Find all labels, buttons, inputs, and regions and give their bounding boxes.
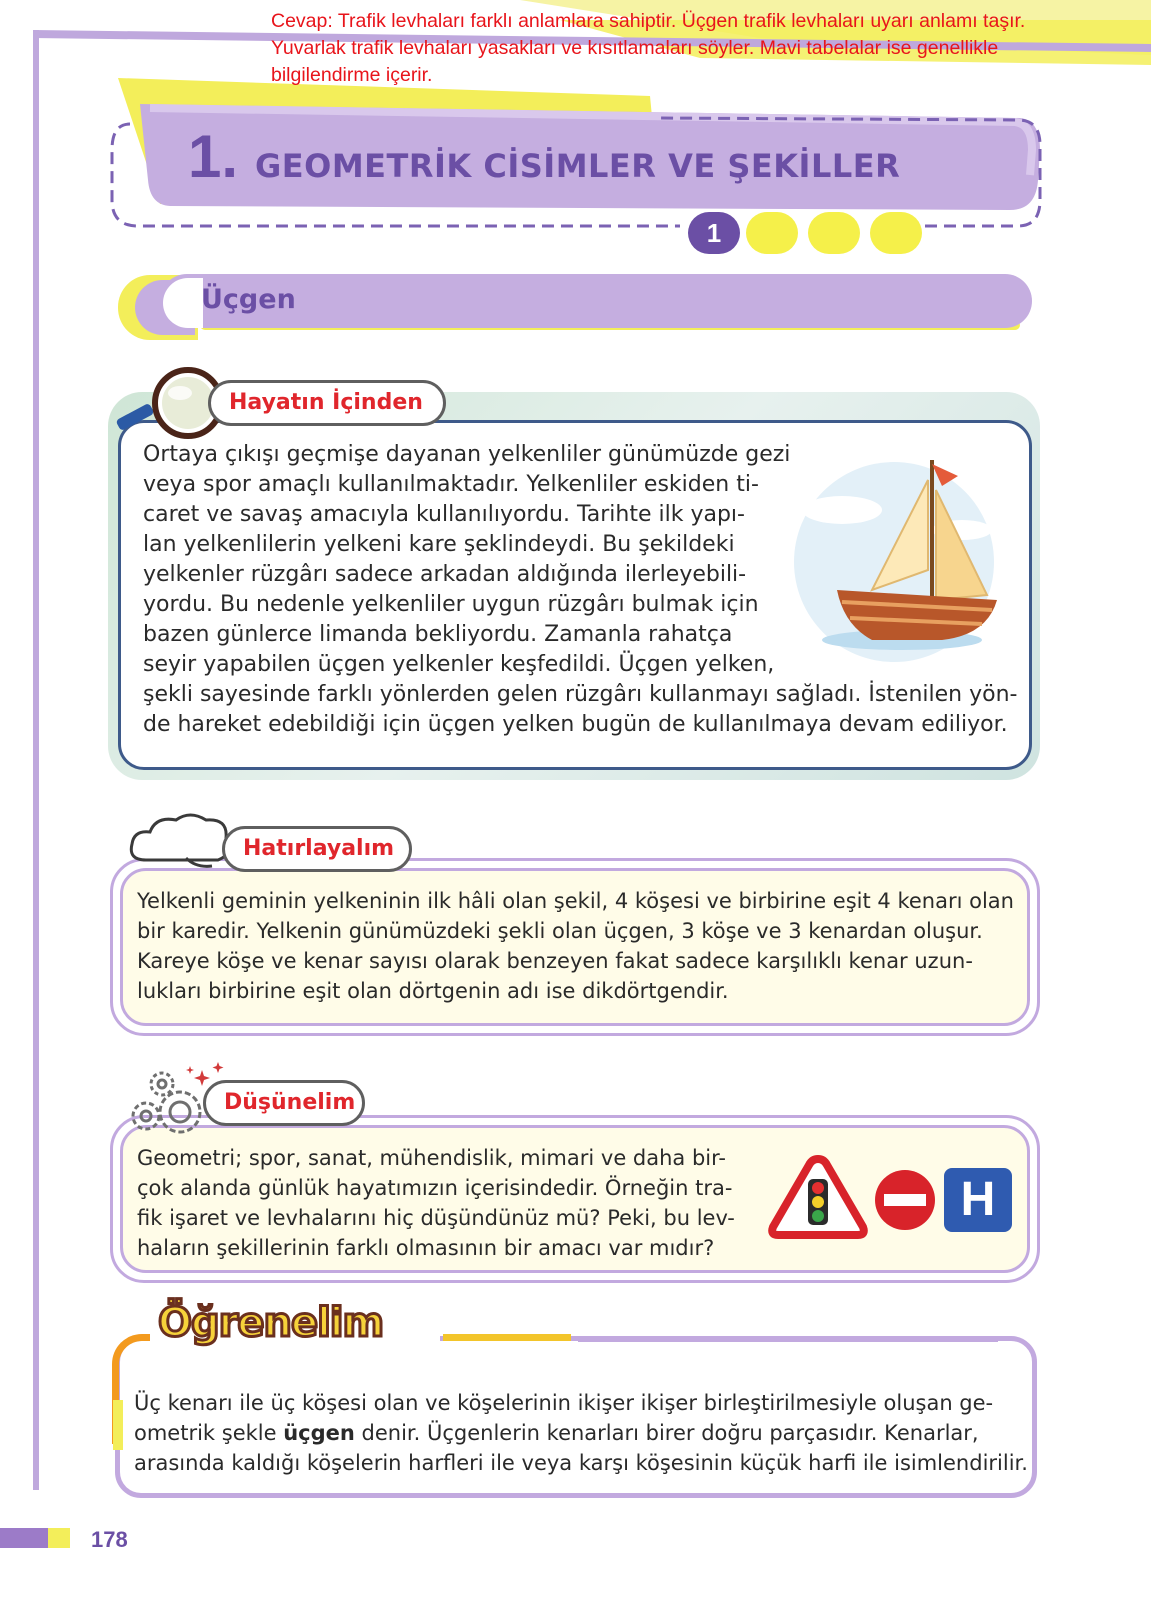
text-line: çok alanda günlük hayatımızın içerisindedir. Örneğin tra-	[137, 1176, 733, 1200]
text-line: Yelkenli geminin yelkeninin ilk hâli olan şekil, 4 köşesi ve birbirine eşit 4 kenarı olan	[137, 889, 1014, 913]
text-line: lan yelkenlilerin yelkeni kare şeklindeydi. Bu şekildeki	[143, 532, 735, 557]
text-line: fik işaret ve levhalarını hiç düşündünüz mü? Peki, bu lev-	[137, 1206, 735, 1230]
life-text	[143, 440, 1017, 740]
progress-dot	[870, 212, 922, 254]
life-label: Hayatın İçinden	[208, 380, 446, 426]
text-line: şekli sayesinde farklı yönlerden gelen rüzgârı kullanmayı sağladı. İstenilen yön-	[143, 682, 1018, 707]
think-label: Düşünelim	[203, 1080, 365, 1126]
text-span: ometrik şekle	[134, 1421, 284, 1445]
text-line: bazen günlerce limanda bekliyordu. Zamanla rahatça	[143, 622, 733, 647]
learn-box-accent-yellow	[113, 1400, 123, 1450]
text-line: Üç kenarı ile üç köşesi olan ve köşelerinin ikişer ikişer birleştirilmesiyle oluşan ge-	[134, 1391, 994, 1415]
progress-dot	[746, 212, 798, 254]
unit-number: 1.	[188, 123, 239, 190]
answer-line: Yuvarlak trafik levhaları yasakları ve kısıtlamaları söyler. Mavi tabelalar ise genellikle	[271, 37, 999, 59]
remember-label: Hatırlayalım	[222, 826, 412, 872]
text-span: denir. Üçgenlerin kenarları birer doğru parçasıdır. Kenarlar,	[354, 1421, 979, 1445]
cloud-icon	[126, 810, 236, 874]
section-title: Üçgen	[201, 284, 296, 315]
answer-line: Cevap: Trafik levhaları farklı anlamlara sahiptir. Üçgen trafik levhaları uyarı anlamı taşır.	[271, 10, 1026, 32]
text-line: veya spor amaçlı kullanılmaktadır. Yelkenliler eskiden ti-	[143, 472, 759, 497]
think-text	[137, 1143, 735, 1263]
learn-text	[134, 1388, 1028, 1478]
text-line: caret ve savaş amacıyla kullanılıyordu. Tarihte ilk yapı-	[143, 502, 745, 527]
text-line: yelkenler rüzgârı sadece arkadan aldığında ilerleyebili-	[143, 562, 747, 587]
remember-text	[137, 886, 1014, 1006]
text-line: haların şekillerinin farklı olmasının bir amacı var mıdır?	[137, 1236, 715, 1260]
progress-dot-active: 1	[688, 212, 740, 254]
footer-bar-purple	[0, 1528, 48, 1548]
no-entry-sign	[874, 1169, 936, 1231]
term-ucgen: üçgen	[283, 1421, 355, 1445]
learn-title-line	[443, 1334, 571, 1341]
warning-traffic-light-sign	[768, 1153, 868, 1241]
unit-title: GEOMETRİK CİSİMLER VE ŞEKİLLER	[255, 147, 901, 185]
progress-dot	[808, 212, 860, 254]
hospital-sign: H	[944, 1168, 1012, 1232]
footer-bar-yellow	[48, 1528, 70, 1548]
page-number: 178	[91, 1527, 128, 1552]
text-line: Geometri; spor, sanat, mühendislik, mimari ve daha bir-	[137, 1146, 727, 1170]
answer-line: bilgilendirme içerir.	[271, 64, 433, 86]
text-line: seyir yapabilen üçgen yelkenler keşfedildi. Üçgen yelken,	[143, 652, 775, 677]
text-line: bir karedir. Yelkenin günümüzdeki şekli olan üçgen, 3 köşe ve 3 kenardan oluşur.	[137, 919, 983, 943]
text-line	[134, 1418, 1028, 1448]
page-margin-line	[33, 30, 39, 1490]
text-line: arasında kaldığı köşelerin harfleri ile veya karşı köşesinin küçük harfi ile isimlendirilir.	[134, 1451, 1028, 1475]
answer-note	[271, 8, 1131, 89]
text-line: yordu. Bu nedenle yelkenliler uygun rüzgârı bulmak için	[143, 592, 759, 617]
learn-title: Öğrenelim	[158, 1300, 384, 1346]
learn-title-line	[578, 1337, 998, 1342]
text-line: Kareye köşe ve kenar sayısı olarak benzeyen fakat sadece karşılıklı kenar uzun-	[137, 949, 973, 973]
text-line: de hareket edebildiği için üçgen yelken bugün de kullanılmaya devam ediliyor.	[143, 712, 1008, 737]
text-line: Ortaya çıkışı geçmişe dayanan yelkenliler günümüzde gezi	[143, 442, 791, 467]
text-line: lukları birbirine eşit olan dörtgenin adı ise dikdörtgendir.	[137, 979, 729, 1003]
